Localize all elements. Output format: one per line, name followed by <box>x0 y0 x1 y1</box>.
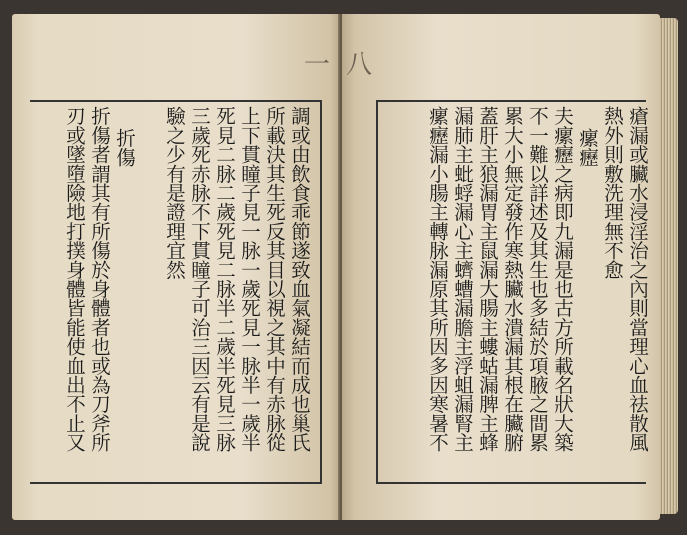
text-column: 驗之少有是證理宜然 <box>163 106 186 279</box>
right-page-text <box>425 106 650 452</box>
text-column: 瘰癧漏小腸主轉脉漏原其所因多因寒暑不 <box>426 106 449 452</box>
text-column: 調或由飲食乖節遂致血氣凝結而成也巢氏 <box>288 106 311 452</box>
page-edges <box>660 18 678 514</box>
text-column <box>137 106 162 452</box>
text-column: 累大小無定發作寒熱臟水潰漏其根在臟腑 <box>501 106 524 452</box>
section-heading: 瘰癧 <box>576 128 599 167</box>
text-column: 三歲死赤脉不下貫瞳子可治三因云有是說 <box>188 106 211 452</box>
right-page <box>342 14 660 520</box>
fold-mark: 一 <box>304 50 331 80</box>
fold-mark: 八 <box>346 50 373 80</box>
left-page <box>12 14 340 520</box>
section-heading: 折傷 <box>113 128 136 167</box>
text-column: 折傷者謂其有所傷於身體者也或為刀斧所 <box>88 106 111 452</box>
text-column: 上下貫瞳子見一脉一歲死見一脉半一歲半 <box>238 106 261 452</box>
text-column: 夫瘰癧之病即九漏是也古方所載名狀大築 <box>551 106 574 452</box>
text-column: 刃或墜墮險地打撲身體皆能使血出不止又 <box>63 106 86 452</box>
text-column: 蓋肝主狼漏胃主鼠漏大腸主螻蛄漏脾主蜂 <box>476 106 499 452</box>
left-page-text <box>62 106 312 452</box>
text-column: 漏肺主蚍蜉漏心主蠐螬漏膽主浮蛆漏腎主 <box>451 106 474 452</box>
text-column: 瘡漏或臟水浸淫治之內則當理心血祛散風 <box>626 106 649 452</box>
text-column: 熱外則敷洗理無不愈 <box>601 106 624 279</box>
text-column: 所載決其生死反其目以視之其中有赤脉從 <box>263 106 286 452</box>
book-spread <box>8 8 678 528</box>
text-column: 死見二脉二歲死見二脉半二歲半死見三脉 <box>213 106 236 452</box>
text-column: 不一難以詳述及其生也多結於項腋之間累 <box>526 106 549 452</box>
